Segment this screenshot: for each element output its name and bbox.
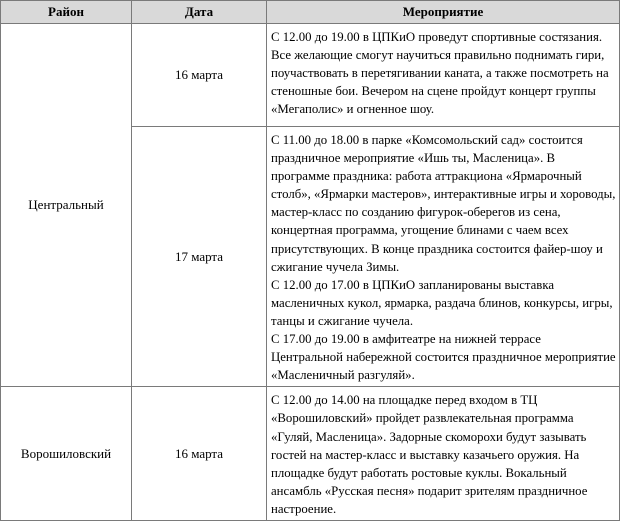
event-paragraph: С 12.00 до 19.00 в ЦПКиО проведут спортивные состязания. Все желающие смогут научиться правильно поднимать гири, поучаствовать в перетягивании каната, а также посмотреть на стеношные бои. Вечером на сцене пройдут концерт группы «Мегаполис» и огненное шоу. bbox=[271, 30, 609, 117]
event-paragraph: С 11.00 до 18.00 в парке «Комсомольский сад» состоится праздничное мероприятие «Ишь ты, Масленица». В программе праздника: работа аттракциона «Ярмарочный столб», «Ярмарки мастеров», интерактивные игры и хороводы, мастер-класс по созданию фигурок-оберегов из сена, концертная программа, угощение блинами с чаем всех присутствующих. В конце праздника состоится файер-шоу и сжигание чучела Зимы. bbox=[271, 133, 616, 274]
date-cell: 16 марта bbox=[132, 24, 267, 127]
event-cell bbox=[267, 387, 620, 521]
district-cell: Центральный bbox=[1, 24, 132, 387]
table-row bbox=[1, 24, 620, 127]
header-date: Дата bbox=[132, 1, 267, 24]
event-paragraph: С 12.00 до 14.00 на площадке перед входом в ТЦ «Ворошиловский» пройдет развлекательная программа «Гуляй, Масленица». Задорные скоморохи будут зазывать гостей на мастер-класс и выставку казачьего оружия. На площадке будут работать ростовые куклы. Вокальный ансамбль «Русская песня» подарит зрителям праздничное настроение. bbox=[271, 393, 588, 516]
date-cell: 16 марта bbox=[132, 387, 267, 521]
event-paragraph: С 12.00 до 17.00 в ЦПКиО запланированы выставка масленичных кукол, ярмарка, раздача блинов, конкурсы, игры, танцы и сжигание чучела. bbox=[271, 277, 613, 328]
event-cell bbox=[267, 24, 620, 127]
header-event: Мероприятие bbox=[267, 1, 620, 24]
district-cell: Ворошиловский bbox=[1, 387, 132, 521]
event-paragraph: С 17.00 до 19.00 в амфитеатре на нижней террасе Центральной набережной состоится праздничное мероприятие «Масленичный разгуляй». bbox=[271, 332, 616, 383]
event-cell bbox=[267, 127, 620, 387]
header-district: Район bbox=[1, 1, 132, 24]
date-cell: 17 марта bbox=[132, 127, 267, 387]
table-row bbox=[1, 387, 620, 521]
table-header-row bbox=[1, 1, 620, 24]
